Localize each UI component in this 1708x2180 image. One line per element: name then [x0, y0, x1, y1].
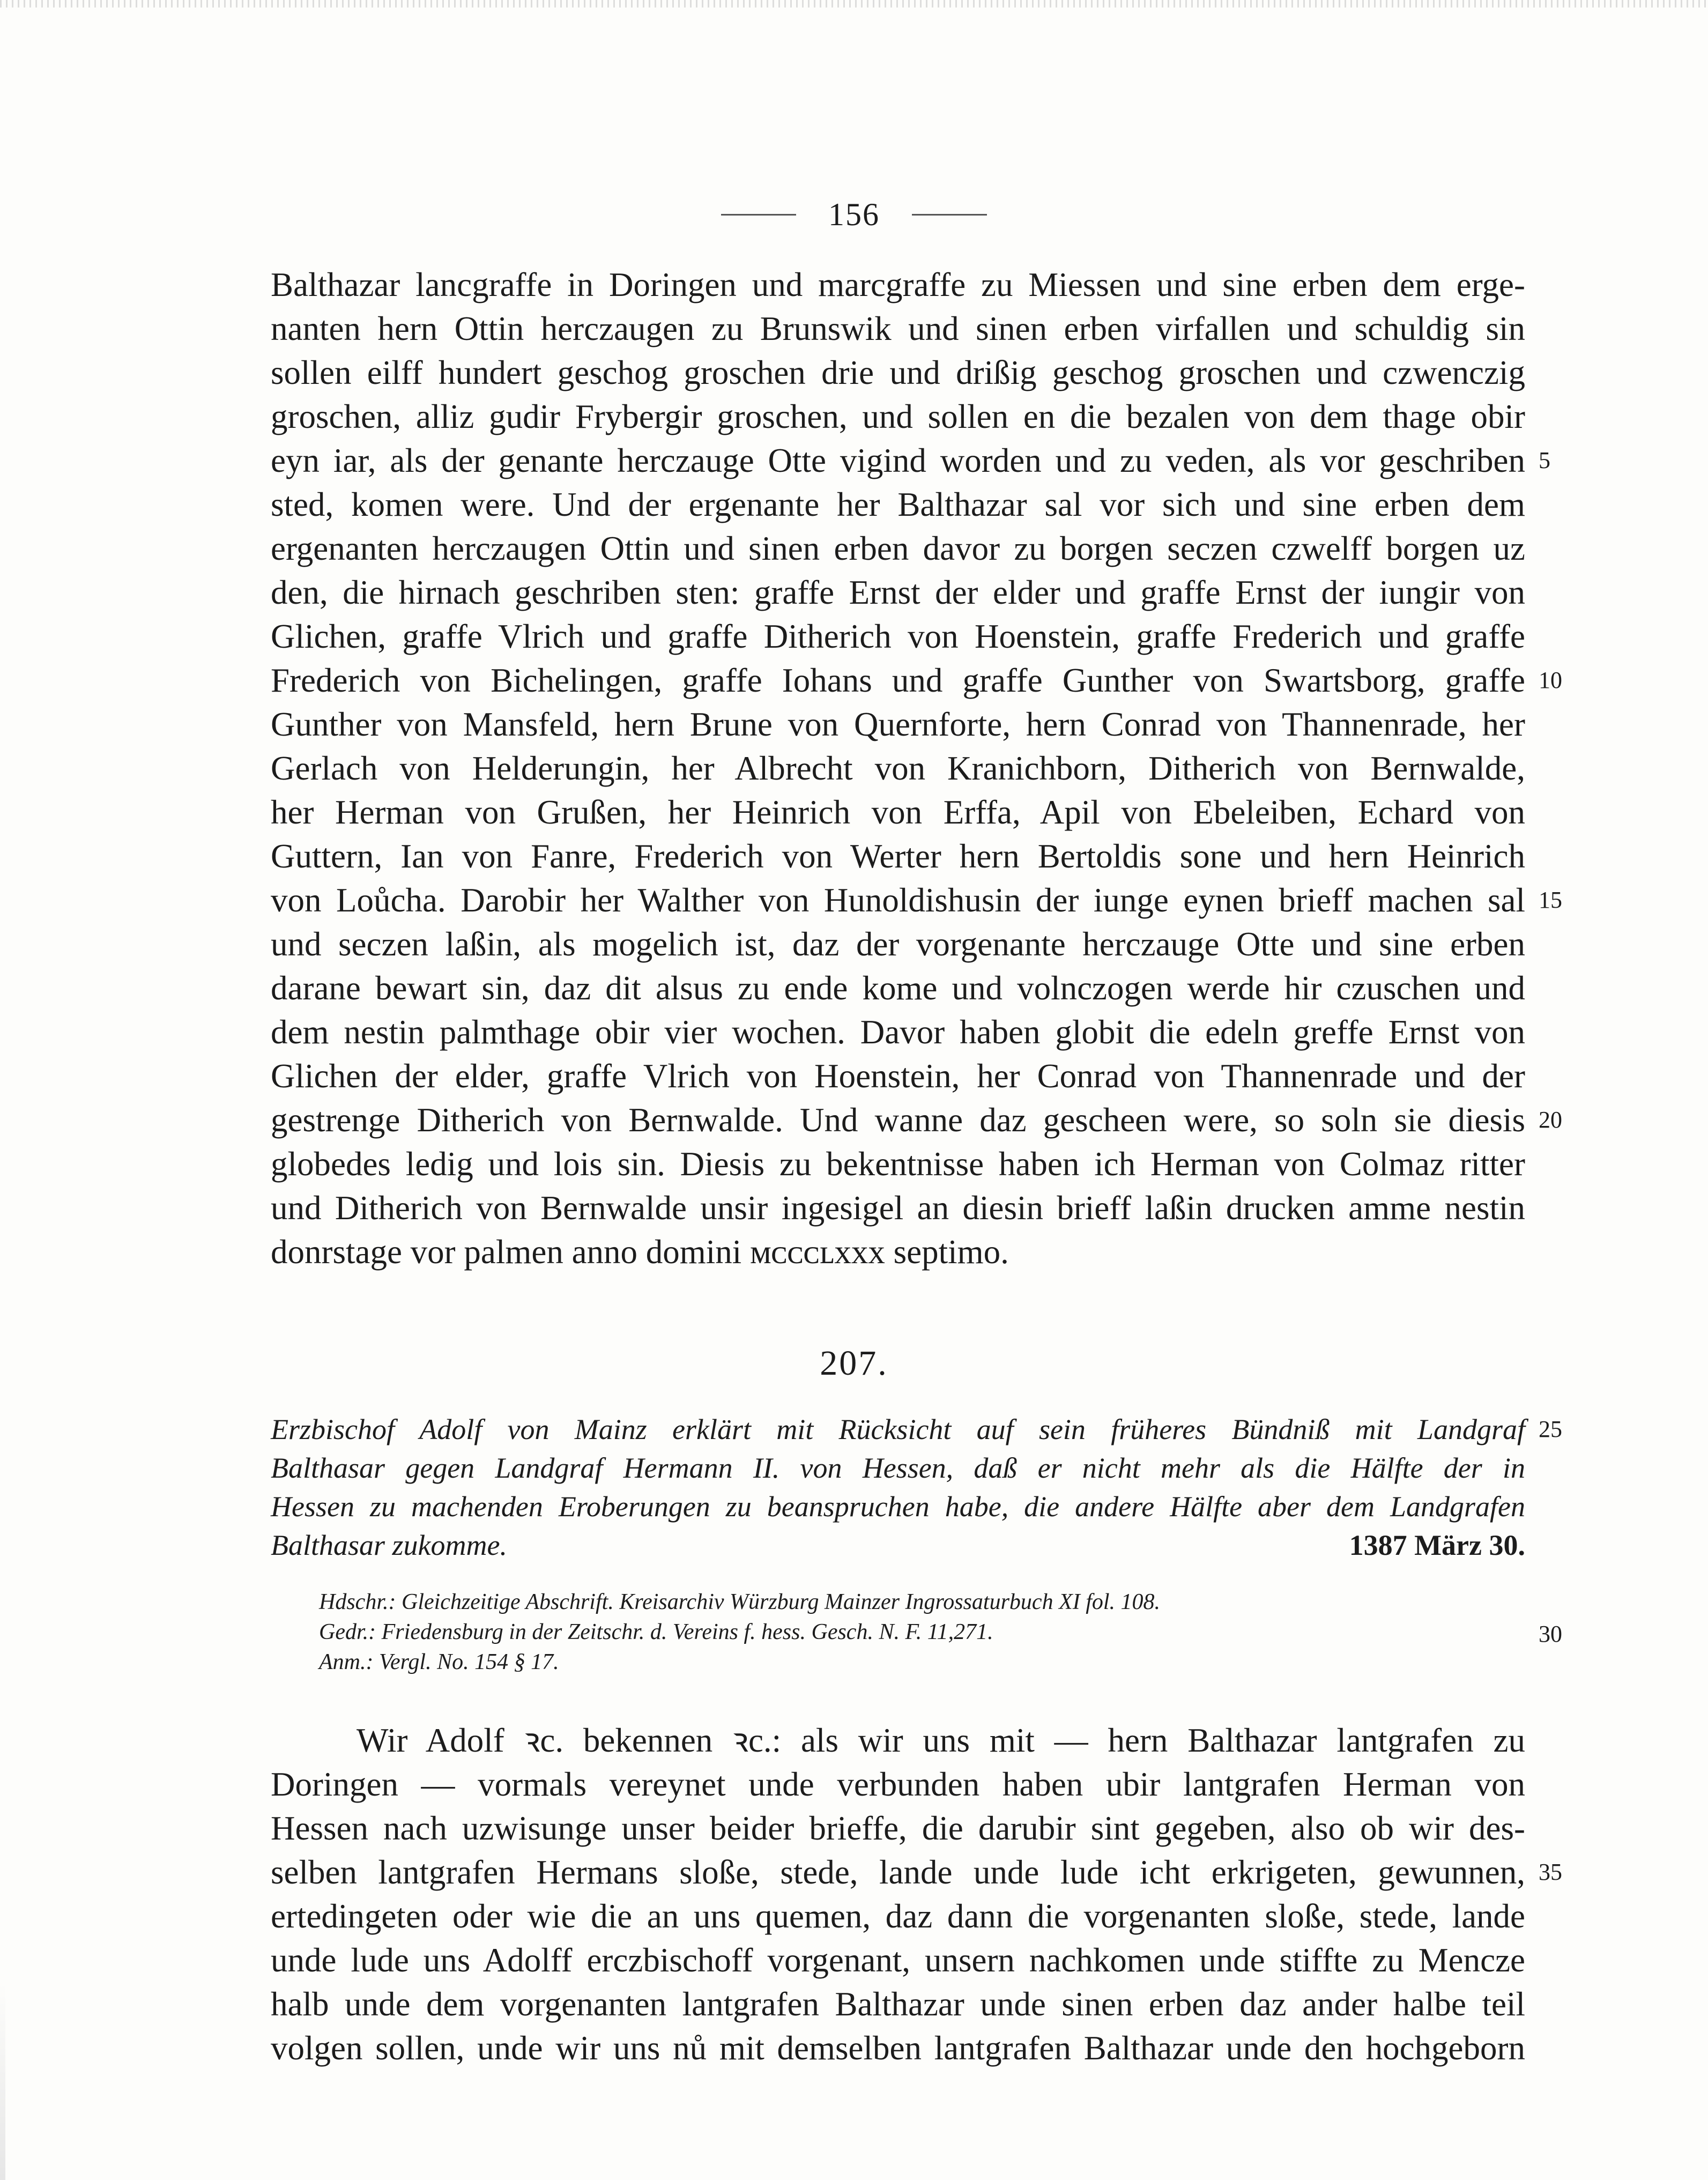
text-line: globedes ledig und lois sin. Diesis zu bekentnisse haben ich Herman von Colmaz ritter: [271, 1145, 1525, 1183]
page-number: 156: [828, 196, 880, 232]
regest-date-line: [271, 1526, 1525, 1564]
text-line: volgen sollen, unde wir uns nů mit demselben lantgrafen Balthazar unde den hochgeborn: [271, 2029, 1525, 2067]
text-line: von Loůcha. Darobir her Walther von Hunoldishusin der iunge eynen brieff machen sal: [271, 881, 1525, 919]
line-number: 10: [1539, 667, 1562, 693]
regest-line: Erzbischof Adolf von Mainz erklärt mit Rücksicht auf sein früheres Bündniß mit Landgraf: [271, 1413, 1525, 1445]
text-line: ertedingeten oder wie die an uns quemen, daz dann die vorgenanten sloße, stede, lande: [271, 1897, 1525, 1935]
charter-text-207: [271, 1718, 1525, 2070]
text-line: Glichen der elder, graffe Vlrich von Hoenstein, her Conrad von Thannenrade und der: [271, 1057, 1525, 1095]
regest-line: Hessen zu machenden Eroberungen zu beanspruchen habe, die andere Hälfte aber dem Landgrafen: [271, 1491, 1525, 1523]
line-number: 35: [1539, 1859, 1562, 1885]
line-number: 20: [1539, 1107, 1562, 1133]
text-line: Balthazar lancgraffe in Doringen und marcgraffe zu Miessen und sine erben dem erge-: [271, 266, 1525, 303]
text-line: ergenanten herczaugen Ottin und sinen erben davor zu borgen seczen czwelff borgen uz: [271, 530, 1525, 567]
regest: [271, 1410, 1525, 1564]
regest-date: 1387 März 30.: [1349, 1529, 1525, 1561]
regest-line: Balthasar zukomme.: [271, 1529, 507, 1561]
text-line: Wir Adolf ꝛc. bekennen ꝛc.: als wir uns mit — hern Balthazar lantgrafen zu: [357, 1722, 1525, 1759]
document-number: 207.: [820, 1344, 888, 1383]
text-line: groschen, alliz gudir Frybergir groschen, und sollen en die bezalen von dem thage obir: [271, 398, 1525, 435]
charter-text-continued: [271, 263, 1525, 1274]
page-header: [0, 193, 1708, 236]
note-printed: Gedr.: Friedensburg in der Zeitschr. d. Vereins f. hess. Gesch. N. F. 11,271.: [319, 1620, 993, 1644]
source-notes: [319, 1587, 1391, 1677]
text-line: Doringen — vormals vereynet unde verbunden haben ubir lantgrafen Herman von: [271, 1766, 1525, 1803]
text-line: Guttern, Ian von Fanre, Frederich von Werter hern Bertoldis sone und hern Heinrich: [271, 837, 1525, 875]
scan-smudge: [0, 1984, 5, 2180]
text-line: darane bewart sin, daz dit alsus zu ende kome und volnczogen werde hir czuschen und: [271, 969, 1525, 1007]
note-manuscript: Hdschr.: Gleichzeitige Abschrift. Kreisarchiv Würzburg Mainzer Ingrossaturbuch XI fol. 108.: [319, 1590, 1161, 1614]
text-line: donrstage vor palmen anno domini ᴍᴄᴄᴄʟxxx septimo.: [271, 1233, 1009, 1271]
text-line: halb unde dem vorgenanten lantgrafen Balthazar unde sinen erben daz ander halbe teil: [271, 1985, 1525, 2023]
text-line: sted, komen were. Und der ergenante her Balthazar sal vor sich und sine erben dem: [271, 486, 1525, 523]
scan-edge-artifact: [0, 0, 1708, 8]
text-line: und Ditherich von Bernwalde unsir ingesigel an diesin brieff laßin drucken amme nestin: [271, 1189, 1525, 1227]
text-line: her Herman von Grußen, her Heinrich von Erffa, Apil von Ebeleiben, Echard von: [271, 794, 1525, 831]
text-line: sollen eilff hundert geschog groschen drie und drißig geschog groschen und czwenczig: [271, 354, 1525, 391]
header-rule-right: [912, 214, 987, 216]
text-line: und seczen laßin, als mogelich ist, daz der vorgenante herczauge Otte und sine erben: [271, 925, 1525, 963]
text-line: dem nestin palmthage obir vier wochen. Davor haben globit die edeln greffe Ernst von: [271, 1013, 1525, 1051]
regest-line: Balthasar gegen Landgraf Hermann II. von Hessen, daß er nicht mehr als die Hälfte der in: [271, 1452, 1525, 1484]
line-number: 5: [1539, 447, 1550, 473]
text-line: den, die hirnach geschriben sten: graffe Ernst der elder und graffe Ernst der iungir von: [271, 574, 1525, 611]
text-line: Frederich von Bichelingen, graffe Iohans und graffe Gunther von Swartsborg, graffe: [271, 662, 1525, 699]
line-number: 15: [1539, 887, 1562, 913]
text-line: Gunther von Mansfeld, hern Brune von Quernforte, hern Conrad von Thannenrade, her: [271, 706, 1525, 743]
text-line: unde lude uns Adolff erczbischoff vorgenant, unsern nachkomen unde stiffte zu Mencze: [271, 1941, 1525, 1979]
text-line: Glichen, graffe Vlrich und graffe Ditherich von Hoenstein, graffe Frederich und graffe: [271, 618, 1525, 655]
note-remark: Anm.: Vergl. No. 154 § 17.: [319, 1650, 559, 1674]
text-line: gestrenge Ditherich von Bernwalde. Und wanne daz gescheen were, so soln sie diesis: [271, 1101, 1525, 1139]
text-line: eyn iar, als der genante herczauge Otte vigind worden und zu veden, als vor geschriben: [271, 442, 1525, 479]
text-line: Hessen nach uzwisunge unser beider brieffe, die darubir sint gegeben, also ob wir des-: [271, 1810, 1525, 1847]
text-line: nanten hern Ottin herczaugen zu Brunswik und sinen erben virfallen und schuldig sin: [271, 310, 1525, 347]
header-rule-left: [721, 214, 796, 216]
line-number: 30: [1539, 1621, 1562, 1647]
text-line: Gerlach von Helderungin, her Albrecht von Kranichborn, Ditherich von Bernwalde,: [271, 750, 1525, 787]
text-line: selben lantgrafen Hermans sloße, stede, lande unde lude icht erkrigeten, gewunnen,: [271, 1853, 1525, 1891]
line-number: 25: [1539, 1416, 1562, 1442]
